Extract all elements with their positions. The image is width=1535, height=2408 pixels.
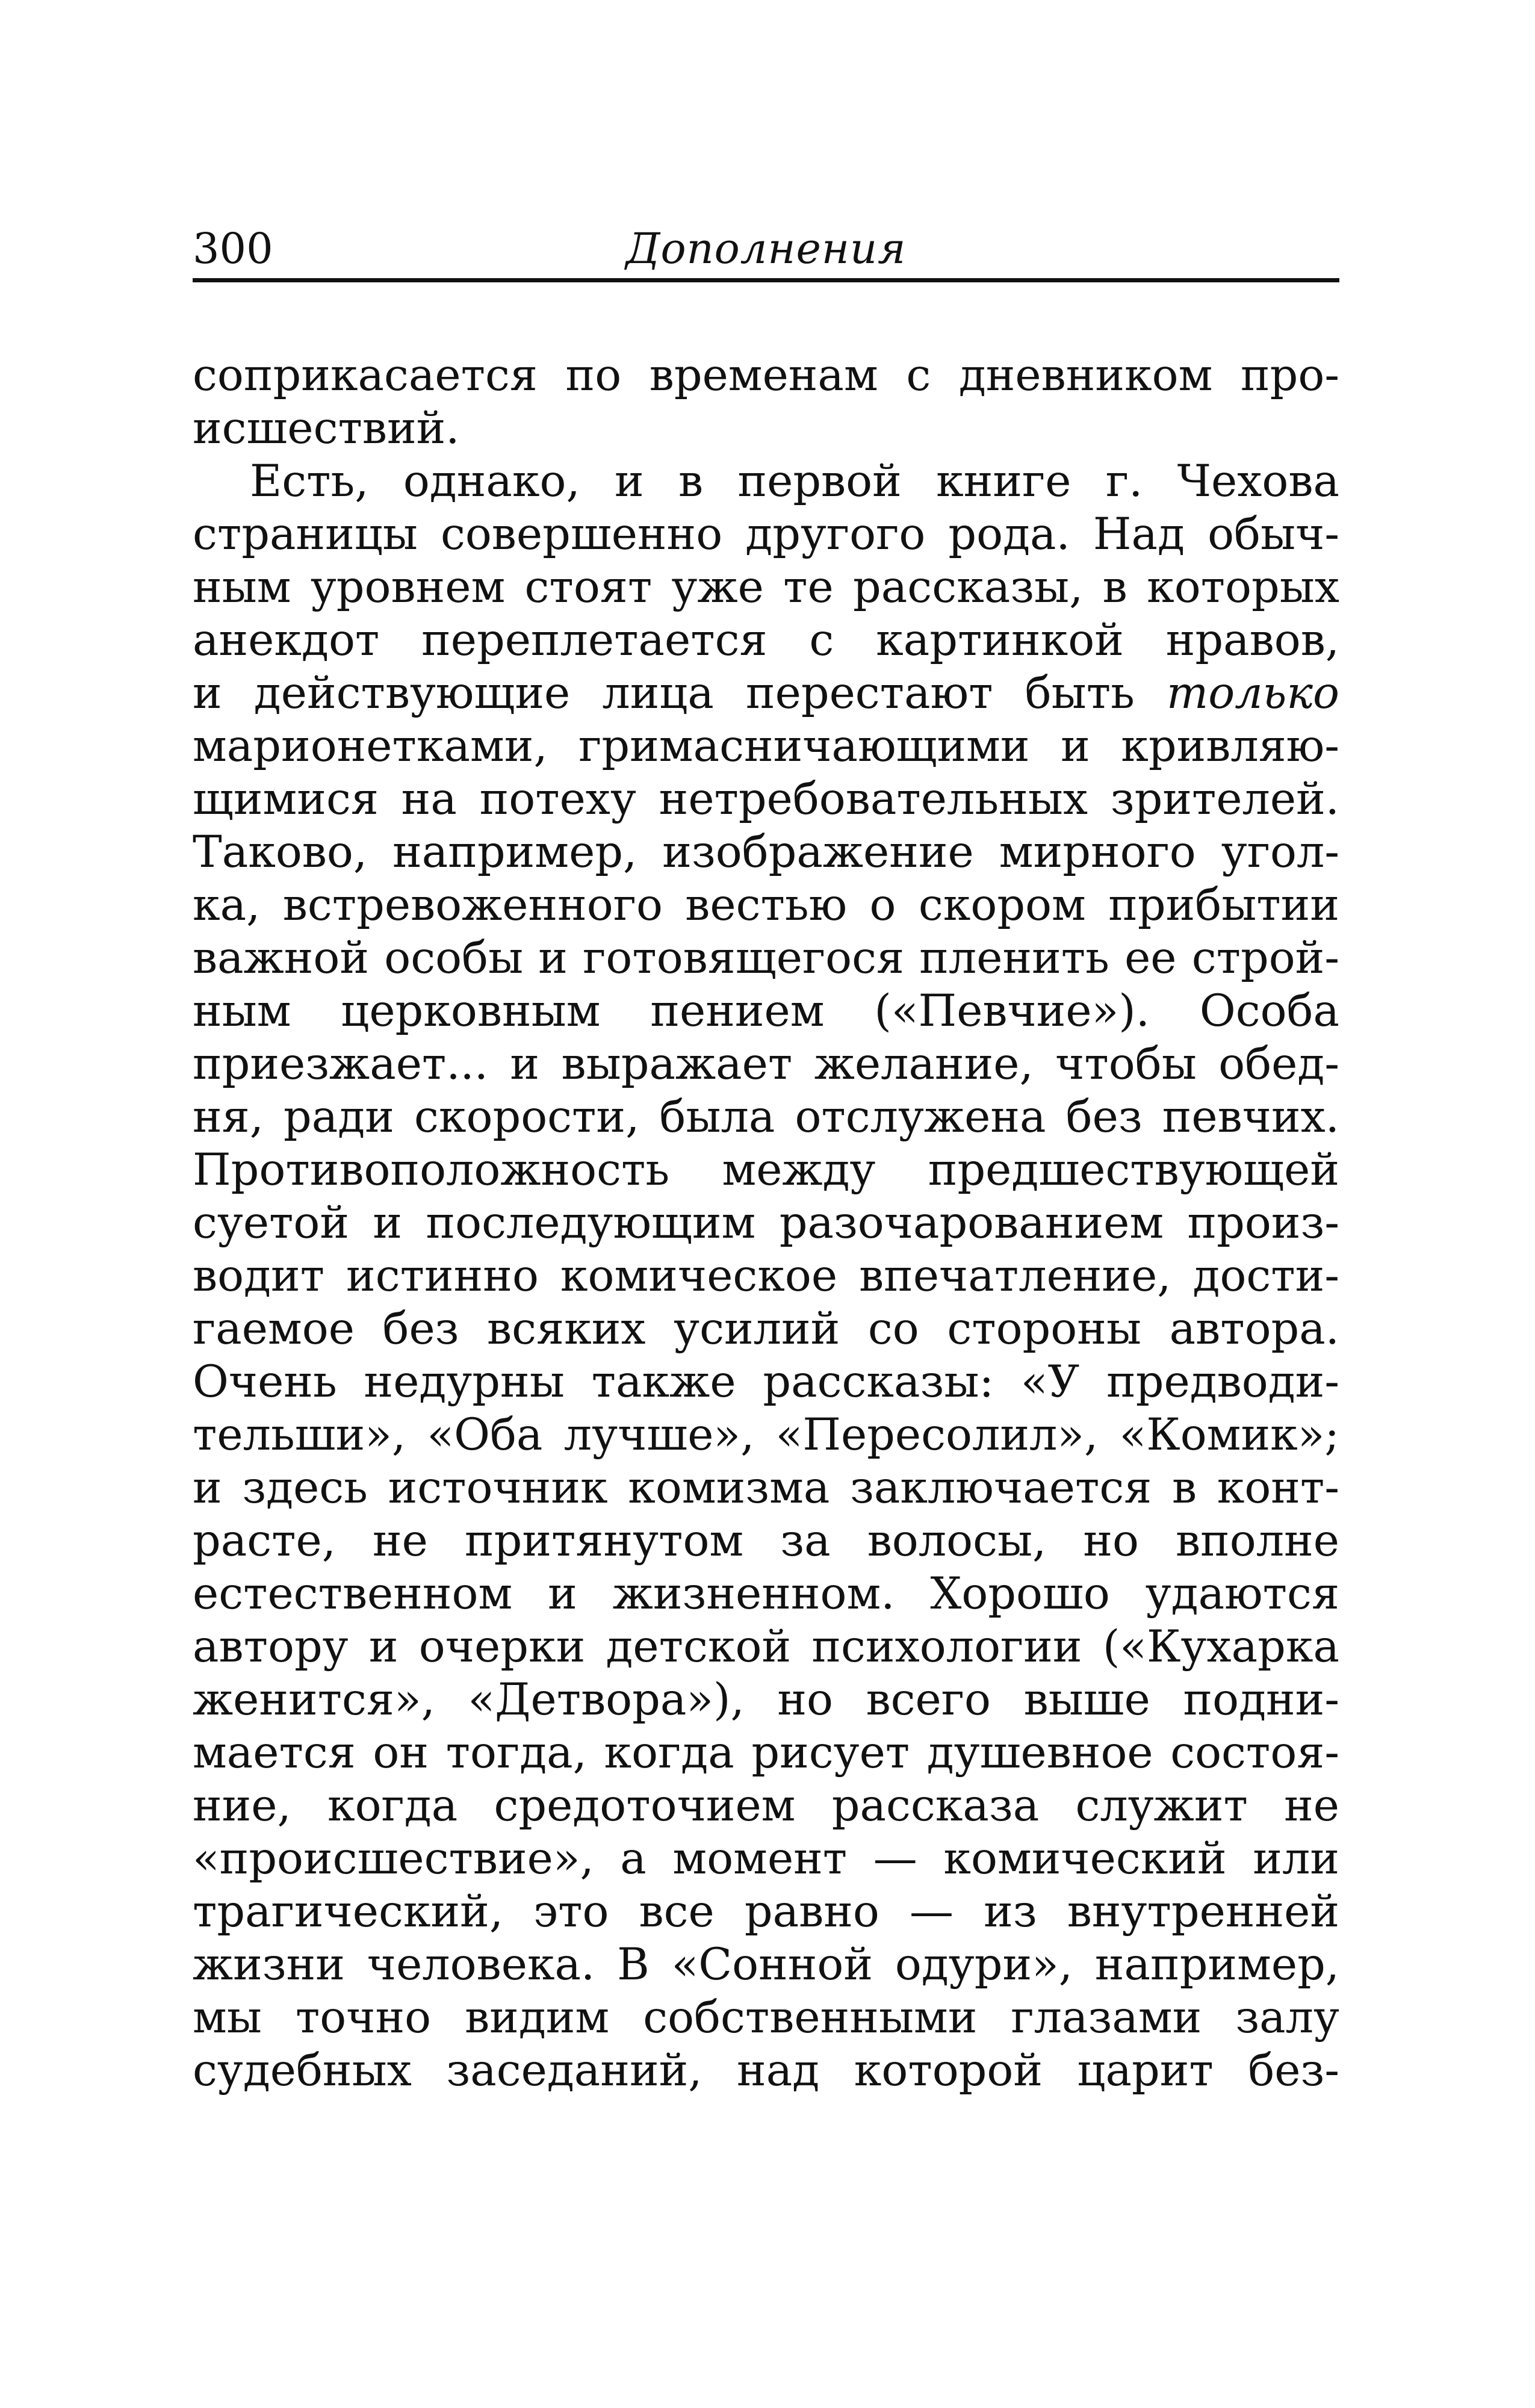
text-line: Противоположность между предшествующей — [193, 1144, 1339, 1196]
text-line: судебных заседаний, над которой царит без- — [193, 2045, 1339, 2096]
text-line: приезжает... и выражает желание, чтобы обед- — [193, 1038, 1339, 1090]
text-line: автору и очерки детской психологии («Кухарка — [193, 1621, 1339, 1672]
text-line: анекдот переплетается с картинкой нравов, — [193, 615, 1339, 666]
text-line: мается он тогда, когда рисует душевное состоя- — [193, 1727, 1339, 1778]
text-line: исшествий. — [193, 403, 460, 454]
text-line: и здесь источник комизма заключается в конт- — [193, 1462, 1339, 1513]
paragraph-first-line: Есть, однако, и в первой книге г. Чехова — [250, 456, 1339, 507]
text-line: соприкасается по временам с дневником про- — [193, 350, 1339, 401]
text-line: гаемое без всяких усилий со стороны автора. — [193, 1303, 1339, 1354]
text-line: жизни человека. В «Сонной одури», например, — [193, 1939, 1339, 1990]
text-line: трагический, это все равно — из внутренней — [193, 1886, 1339, 1937]
text-line: ным уровнем стоят уже те рассказы, в которых — [193, 562, 1339, 613]
italic-emphasis: только — [1167, 668, 1339, 719]
text-line: Таково, например, изображение мирного угол- — [193, 827, 1339, 878]
text-line: важной особы и готовящегося пленить ее строй- — [193, 932, 1339, 984]
text-line: щимися на потеху нетребовательных зрителей. — [193, 774, 1339, 825]
text-line: ня, ради скорости, была отслужена без певчих. — [193, 1091, 1339, 1143]
text-line: ным церковным пением («Певчие»). Особа — [193, 985, 1339, 1037]
text-line: ка, встревоженного вестью о скором прибытии — [193, 880, 1339, 931]
text-line: естественном и жизненном. Хорошо удаются — [193, 1568, 1339, 1619]
text-line: расте, не притянутом за волосы, но вполне — [193, 1515, 1339, 1566]
text-line — [193, 667, 1339, 720]
running-head — [193, 217, 1339, 283]
text-line: марионетками, гримасничающими и кривляю- — [193, 721, 1339, 772]
header-rule — [193, 278, 1339, 282]
text-line: ние, когда средоточием рассказа служит не — [193, 1780, 1339, 1831]
text-line: мы точно видим собственными глазами залу — [193, 1992, 1339, 2043]
text-segment: и действующие лица перестают быть — [193, 668, 1135, 719]
text-line: страницы совершенно другого рода. Над обыч- — [193, 509, 1339, 560]
text-line: женится», «Детвора»), но всего выше подни- — [193, 1674, 1339, 1725]
text-line: Очень недурны также рассказы: «У предводи- — [193, 1356, 1339, 1407]
body-text — [193, 349, 1339, 2097]
text-line: суетой и последующим разочарованием произ- — [193, 1197, 1339, 1249]
text-line: тельши», «Оба лучше», «Пересолил», «Комик»; — [193, 1409, 1339, 1460]
text-line: водит истинно комическое впечатление, дости- — [193, 1250, 1339, 1302]
running-title: Дополнения — [625, 224, 907, 273]
text-line: «происшествие», а момент — комический или — [193, 1833, 1339, 1884]
page-number: 300 — [193, 224, 273, 273]
